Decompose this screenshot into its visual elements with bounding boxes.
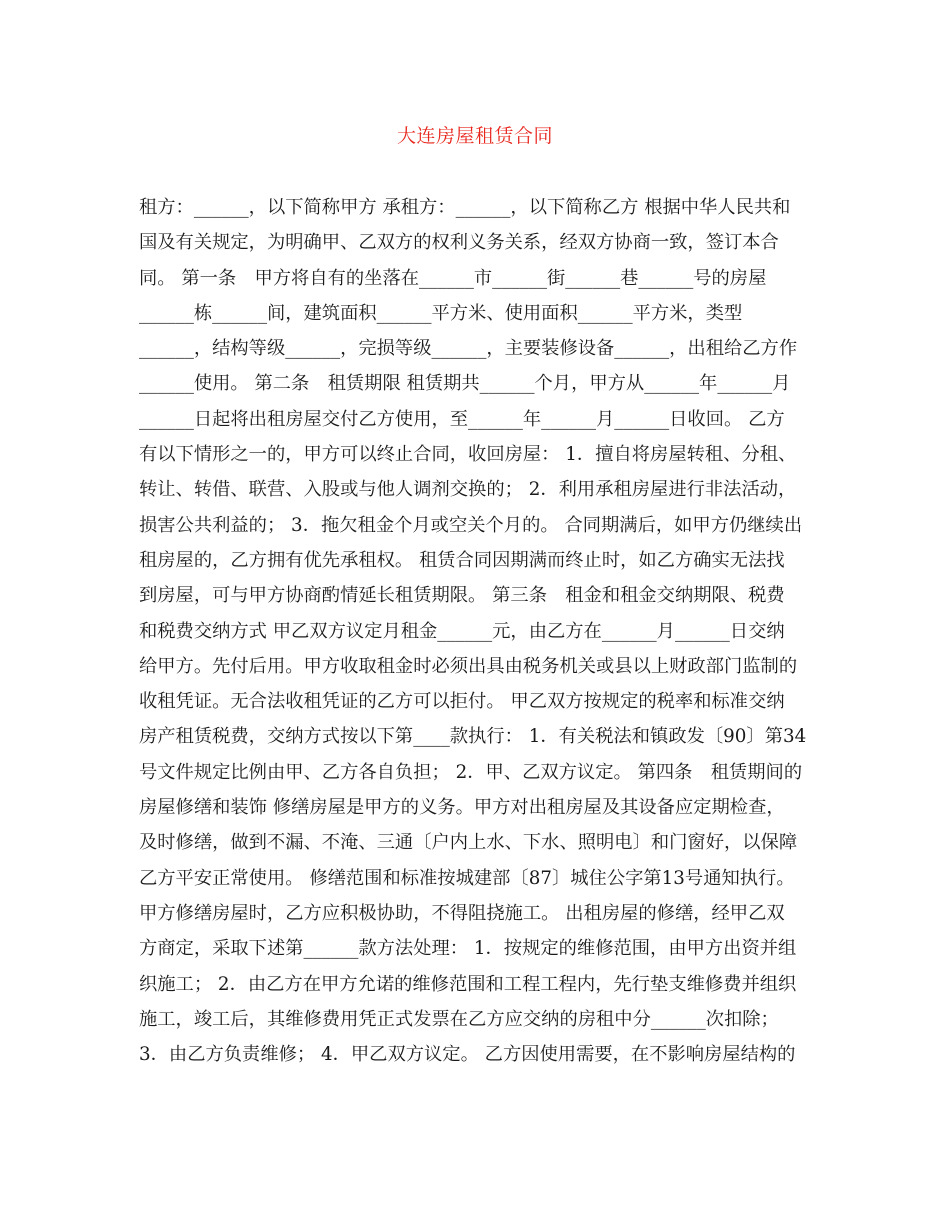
text-line: 织施工； 2．由乙方在甲方允诺的维修范围和工程工程内，先行垫支维修费并组织	[139, 973, 797, 995]
text-line: 租方：______，以下简称甲方 承租方：______，以下简称乙方 根据中华人民共和	[139, 197, 791, 218]
text-line: 收租凭证。无合法收租凭证的乙方可以拒付。 甲乙双方按规定的税率和标准交纳	[139, 691, 785, 713]
text-line: 号文件规定比例由甲、乙方各自负担； 2．甲、乙双方议定。 第四条 租赁期间的	[139, 761, 803, 783]
text-line: 租房屋的，乙方拥有优先承租权。 租赁合同因期满而终止时，如乙方确实无法找	[139, 549, 785, 571]
text-line: 房屋修缮和装饰 修缮房屋是甲方的义务。甲方对出租房屋及其设备应定期检查，	[139, 797, 785, 819]
text-line: ______栋______间，建筑面积______平方米、使用面积______平方米，类型	[139, 302, 743, 324]
text-line: ______日起将出租房屋交付乙方使用，至______年______月______日收回。 乙方	[139, 408, 785, 430]
text-line: 损害公共利益的； 3．拖欠租金个月或空关个月的。 合同期满后，如甲方仍继续出	[139, 514, 803, 536]
text-line: 有以下情形之一的，甲方可以终止合同，收回房屋： 1．擅自将房屋转租、分租、	[139, 444, 797, 466]
document-title: 大连房屋租赁合同	[396, 125, 553, 147]
text-line: ______使用。 第二条 租赁期限 租赁期共______个月，甲方从______年______月	[139, 373, 791, 395]
text-line: 施工，竣工后，其维修费用凭正式发票在乙方应交纳的房租中分______次扣除；	[139, 1008, 779, 1030]
text-line: 转让、转借、联营、入股或与他人调剂交换的； 2．利用承租房屋进行非法活动，	[139, 479, 797, 501]
text-line: 甲方修缮房屋时，乙方应积极协助，不得阻挠施工。 出租房屋的修缮，经甲乙双	[139, 902, 785, 924]
text-line: 方商定，采取下述第______款方法处理： 1．按规定的维修范围，由甲方出资并组	[139, 938, 797, 960]
text-line: 给甲方。先付后用。甲方收取租金时必须出具由税务机关或县以上财政部门监制的	[139, 655, 798, 677]
text-line: 及时修缮，做到不漏、不淹、三通〔户内上水、下水、照明电〕和门窗好，以保障	[139, 832, 798, 854]
contract-body	[139, 190, 814, 1072]
text-line: 同。 第一条 甲方将自有的坐落在______市______街______巷______号的房屋	[139, 267, 767, 289]
text-line: 到房屋，可与甲方协商酌情延长租赁期限。 第三条 租金和租金交纳期限、税费	[139, 585, 785, 607]
text-line: 乙方平安正常使用。 修缮范围和标准按城建部〔87〕城住公字第13号通知执行。	[139, 867, 795, 889]
text-line: 国及有关规定，为明确甲、乙双方的权利义务关系，经双方协商一致，签订本合	[139, 232, 779, 254]
text-line: 房产租赁税费，交纳方式按以下第____款执行： 1．有关税法和镇政发〔90〕第34	[139, 726, 807, 748]
text-line: 和税费交纳方式 甲乙双方议定月租金______元，由乙方在______月______日交纳	[139, 620, 785, 642]
text-line: ______，结构等级______，完损等级______，主要装修设备______，出租给乙方作	[139, 338, 798, 360]
text-line: 3．由乙方负责维修； 4．甲乙双方议定。 乙方因使用需要，在不影响房屋结构的	[139, 1044, 796, 1066]
